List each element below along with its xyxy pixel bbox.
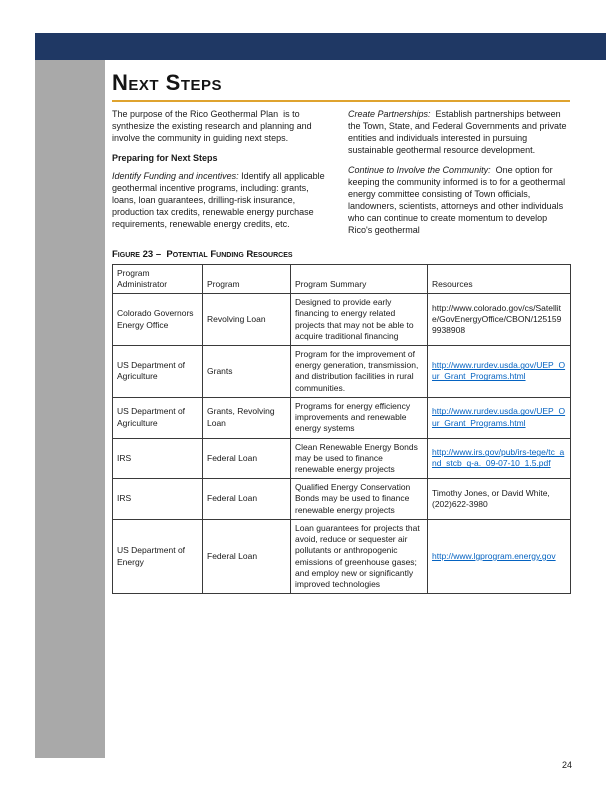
paragraph-text-create-partnerships: Establish partnerships between the Town, State, and Federal Governments and private entities and individuals interested in pursuing sustainable geothermal resource development. [348,109,569,155]
table-row [113,294,571,346]
page-title: Next Steps [112,70,570,102]
sidebar-rail [35,60,105,758]
table-row [113,438,571,479]
cell-resource [428,397,571,438]
cell-administrator [113,479,203,520]
paragraph-lead-involve-community: Continue to Involve the Community: [348,164,491,175]
cell-administrator [113,397,203,438]
resource-text: Timothy Jones, or David White, (202)622-3980 [432,487,550,510]
cell-resource [428,294,571,346]
cell-summary [291,438,428,479]
funding-table [112,264,571,594]
cell-text-program: Federal Loan [207,452,258,463]
resource-link[interactable]: http://www.lgprogram.energy.gov [432,550,556,561]
cell-resource [428,519,571,593]
table-row [113,397,571,438]
figure-caption: Figure 23 – Potential Funding Resources [112,248,293,260]
cell-text-summary: Clean Renewable Energy Bonds may be used to finance renewable energy projects [295,441,418,474]
resource-link[interactable]: http://www.rurdev.usda.gov/UEP_Our_Grant_Programs.html [432,406,566,428]
table-row [113,346,571,398]
table-row [113,519,571,593]
cell-text-administrator: IRS [117,493,132,504]
paragraph-text-involve-community: One option for keeping the community informed is to for a geothermal energy committee consisting of Town officials, landowners, scientists, attorneys and other individuals who can continue to create momentum to develop Rico's geothermal [348,164,568,235]
cell-program [203,346,291,398]
cell-administrator [113,519,203,593]
cell-summary [291,397,428,438]
cell-program [203,294,291,346]
table-row [113,479,571,520]
intro-columns [112,109,570,245]
cell-administrator [113,438,203,479]
subheading-preparing-next-steps: Preparing for Next Steps [112,152,218,163]
cell-program [203,397,291,438]
cell-text-summary: Program for the improvement of energy generation, transmission, and distribution facilities in rural communities. [295,349,419,393]
column-header-program-administrator: Program Administrator [113,264,203,293]
table-header-row [113,264,571,293]
paragraph-text-identify-funding: Identify all applicable geothermal incentive programs, including: grants, loans, loan guarantees, drilling-risk insurance, production tax credits, renewable energy purchase requirements, renewable energy credits, etc. [112,170,328,229]
resource-link[interactable]: http://www.rurdev.usda.gov/UEP_Our_Grant_Programs.html [432,360,566,382]
cell-program [203,519,291,593]
cell-text-program: Grants [207,365,233,376]
intro-right-column [348,109,570,245]
cell-text-administrator: US Department of Energy [117,545,186,567]
column-header-program: Program [203,264,291,293]
cell-text-administrator: US Department of Agriculture [117,360,186,382]
cell-text-program: Federal Loan [207,550,258,561]
intro-paragraph-funding [112,171,334,231]
cell-text-administrator: IRS [117,452,132,463]
cell-resource [428,479,571,520]
cell-summary [291,519,428,593]
cell-text-summary: Designed to provide early financing to energy related projects that may not be able to acquire traditional financing [295,297,414,341]
cell-text-summary: Programs for energy efficiency improvements and renewable energy systems [295,400,411,434]
paragraph-lead-create-partnerships: Create Partnerships: [348,109,431,119]
column-header-program-summary: Program Summary [291,264,428,293]
page-number: 24 [561,760,572,770]
cell-summary [291,346,428,398]
cell-resource [428,346,571,398]
cell-administrator [113,294,203,346]
cell-text-program: Revolving Loan [207,313,266,324]
cell-summary [291,479,428,520]
column-header-resources: Resources [428,264,571,293]
cell-program [203,438,291,479]
resource-link[interactable]: http://www.irs.gov/pub/irs-tege/tc_and_stcb_q-a._09-07-10_1.5.pdf [432,447,565,469]
cell-summary [291,294,428,346]
content-area [112,70,570,594]
cell-program [203,479,291,520]
resource-text: http://www.colorado.gov/cs/Satellite/GovEnergyOffice/CBON/1251599938908 [432,302,562,336]
cell-text-administrator: Colorado Governors Energy Office [117,308,194,330]
cell-text-program: Grants, Revolving Loan [207,406,275,428]
cell-administrator [113,346,203,398]
intro-left-column [112,109,334,245]
cell-text-administrator: US Department of Agriculture [117,406,186,428]
cell-text-summary: Qualified Energy Conservation Bonds may be used to finance renewable energy projects [295,482,411,515]
intro-paragraph-community [348,165,570,237]
header-bar [35,33,606,60]
cell-text-summary: Loan guarantees for projects that avoid, reduce or sequester air pollutants or anthropogenic emissions of greenhouse gases; and employ new or significantly improved technologies [295,522,420,589]
funding-table-body [113,294,571,594]
cell-resource [428,438,571,479]
cell-text-program: Federal Loan [207,493,258,504]
paragraph-lead-identify-funding: Identify Funding and incentives: [112,170,239,181]
intro-paragraph-purpose: The purpose of the Rico Geothermal Plan is to synthesize the existing research and planning and involve the community in guiding next steps. [112,109,315,143]
intro-paragraph-partnerships [348,109,570,157]
